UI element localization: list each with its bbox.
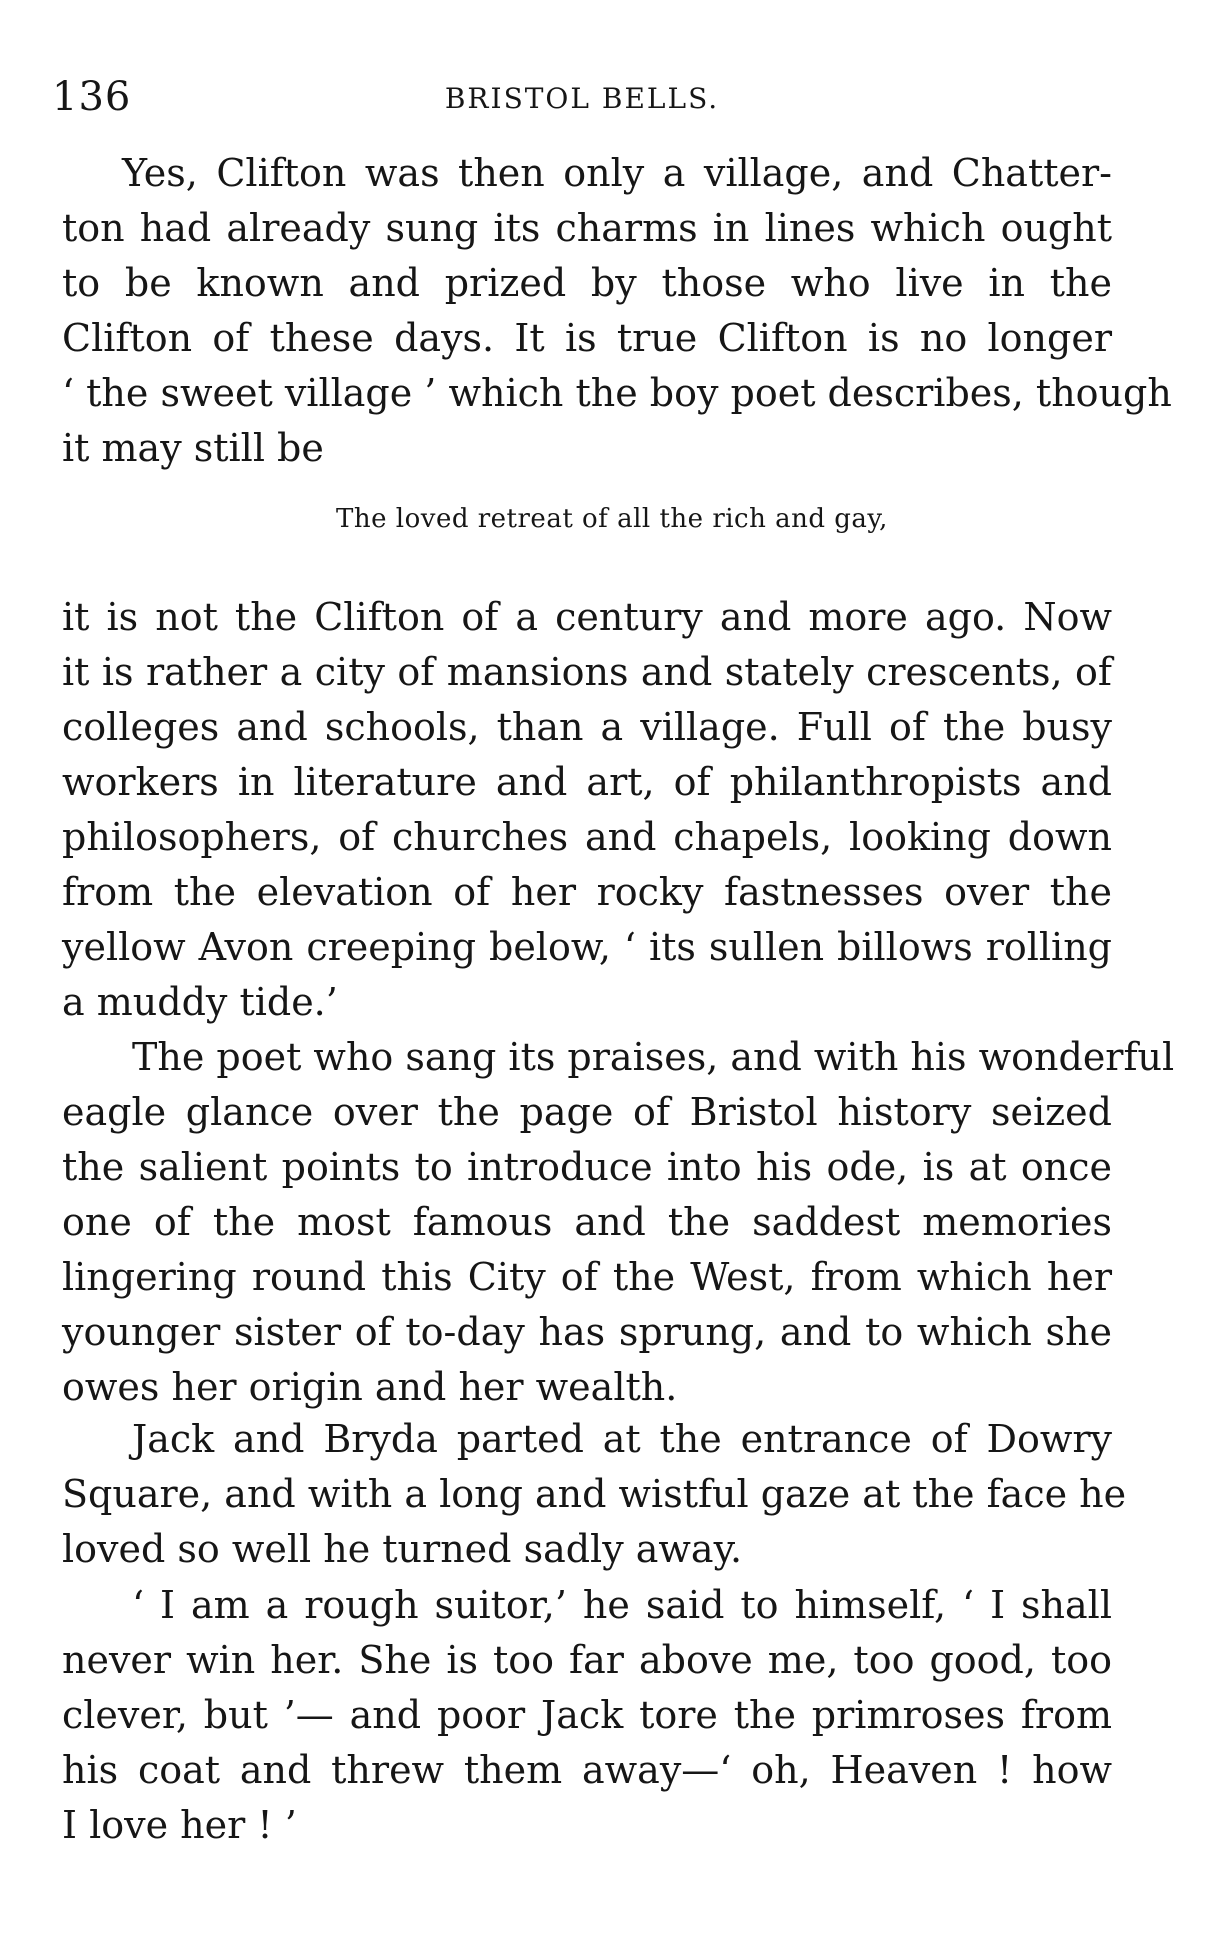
text-line: loved so well he turned sadly away. xyxy=(62,1527,743,1571)
verse-quote: The loved retreat of all the rich and gay, xyxy=(336,504,888,534)
text-line: The poet who sang its praises, and with his wonderful xyxy=(132,1035,1175,1079)
text-line: it is not the Clifton of a century and more ago. Now xyxy=(62,595,1112,639)
text-line: Jack and Bryda parted at the entrance of Dowry xyxy=(132,1417,1112,1461)
text-line: never win her. She is too far above me, too good, too xyxy=(62,1638,1112,1682)
text-line: yellow Avon creeping below, ‘ its sullen billows rolling xyxy=(62,925,1112,969)
text-line: clever, but ’— and poor Jack tore the primroses from xyxy=(62,1693,1112,1737)
running-head xyxy=(52,74,1112,124)
text-line: the salient points to introduce into his ode, is at once xyxy=(62,1145,1112,1189)
text-line: Yes, Clifton was then only a village, and Chatter- xyxy=(122,151,1112,195)
text-line: it may still be xyxy=(62,426,324,470)
paragraph-3 xyxy=(62,1030,1175,1415)
text-line: philosophers, of churches and chapels, looking down xyxy=(62,815,1112,859)
text-line: ‘ I am a rough suitor,’ he said to himself, ‘ I shall xyxy=(132,1583,1112,1627)
text-line: to be known and prized by those who live in the xyxy=(62,261,1112,305)
text-line: Clifton of these days. It is true Clifton is no longer xyxy=(62,316,1112,360)
text-line: I love her ! ’ xyxy=(62,1803,297,1847)
paragraph-1 xyxy=(62,146,1172,476)
page-number: 136 xyxy=(52,74,132,120)
paragraph-4 xyxy=(62,1412,1127,1577)
text-line: ton had already sung its charms in lines which ought xyxy=(62,206,1112,250)
text-line: ‘ the sweet village ’ which the boy poet describes, though xyxy=(62,371,1172,415)
text-line: it is rather a city of mansions and stately crescents, of xyxy=(62,650,1112,694)
text-line: younger sister of to-day has sprung, and to which she xyxy=(62,1310,1112,1354)
text-line: owes her origin and her wealth. xyxy=(62,1365,678,1409)
text-line: Square, and with a long and wistful gaze at the face he xyxy=(62,1472,1127,1516)
text-line: a muddy tide.’ xyxy=(62,980,338,1024)
text-line: his coat and threw them away—‘ oh, Heaven ! how xyxy=(62,1748,1112,1792)
text-line: one of the most famous and the saddest memories xyxy=(62,1200,1112,1244)
text-line: workers in literature and art, of philanthropists and xyxy=(62,760,1112,804)
text-line: lingering round this City of the West, from which her xyxy=(62,1255,1112,1299)
text-line: from the elevation of her rocky fastnesses over the xyxy=(62,870,1112,914)
running-title: BRISTOL BELLS. xyxy=(444,82,720,115)
text-line: eagle glance over the page of Bristol history seized xyxy=(62,1090,1112,1134)
paragraph-5 xyxy=(62,1578,1112,1853)
paragraph-2 xyxy=(62,590,1112,1030)
text-line: colleges and schools, than a village. Full of the busy xyxy=(62,705,1112,749)
